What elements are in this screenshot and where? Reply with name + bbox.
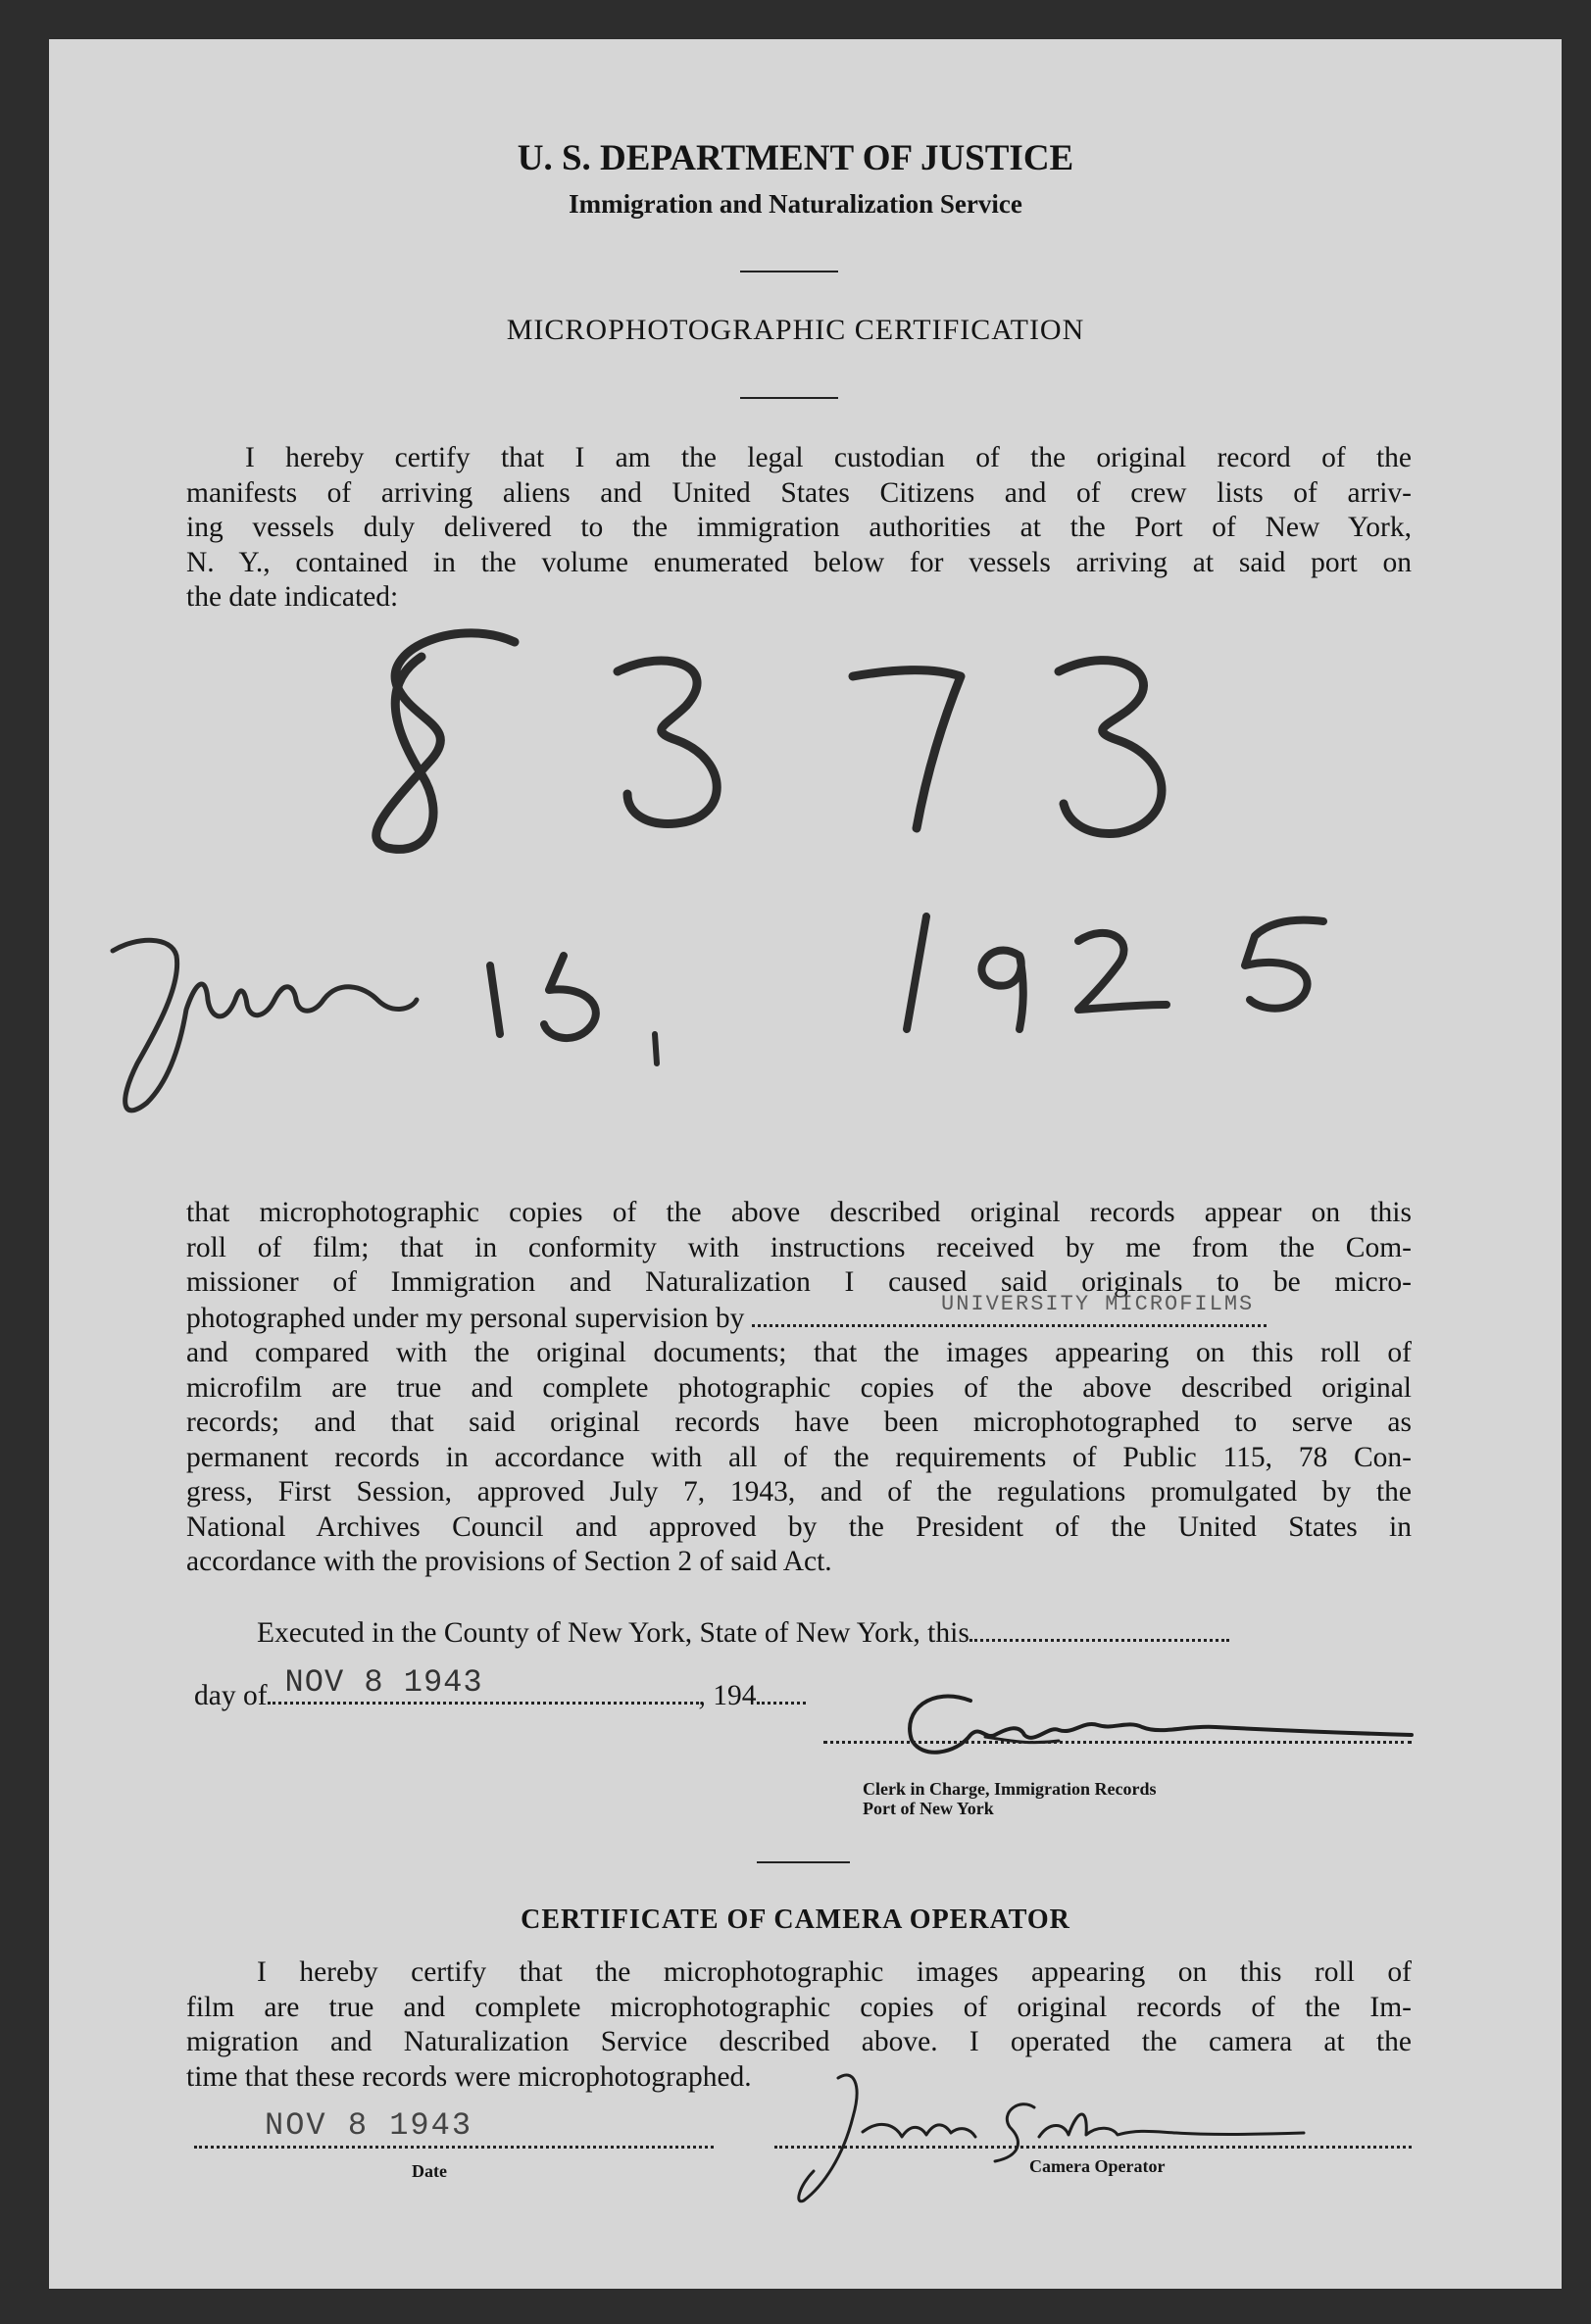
clerk-signature-line (823, 1740, 1412, 1744)
volume-number-handwriting (376, 633, 1162, 850)
paragraph-line: I hereby certify that I am the legal custodian of the original record of the (245, 442, 1412, 473)
photographed-by-line (186, 1291, 1412, 1337)
day-of-label: day of (194, 1680, 268, 1711)
document-title: MICROPHOTOGRAPHIC CERTIFICATION (506, 314, 1085, 346)
executed-blank (970, 1617, 1229, 1642)
paragraph-line: ing vessels duly delivered to the immigration authorities at the Port of New York, (186, 512, 1412, 543)
clerk-title (863, 1779, 1156, 1818)
paragraph-line: National Archives Council and approved by the President of the United States in (186, 1510, 1412, 1543)
year-prefix: , 194 (698, 1680, 757, 1711)
clerk-title-line: Port of New York (863, 1799, 994, 1818)
service-subheading: Immigration and Naturalization Service (569, 189, 1022, 219)
camera-operator-paragraph (186, 1955, 1412, 2095)
clerk-title-line: Clerk in Charge, Immigration Records (863, 1779, 1157, 1799)
department-heading: U. S. DEPARTMENT OF JUSTICE (517, 138, 1074, 178)
operator-signature-line (774, 2145, 1412, 2149)
execution-stamped-date: NOV 8 1943 (284, 1664, 483, 1701)
paragraph-line: microfilm are true and complete photographic copies of the above described original (186, 1371, 1412, 1404)
day-of-line (194, 1664, 806, 1712)
camera-operator-label: Camera Operator (1029, 2156, 1166, 2176)
date-handwriting (113, 916, 1323, 1111)
year-blank (757, 1680, 806, 1705)
date-signature-line (194, 2145, 714, 2149)
executed-text: Executed in the County of New York, State of New York, this (257, 1617, 970, 1649)
paragraph-line: and compared with the original documents; that the images appearing on this roll of (186, 1337, 1412, 1368)
paragraph-line: permanent records in accordance with all of the requirements of Public 115, 78 Con- (186, 1441, 1412, 1473)
camera-operator-title: CERTIFICATE OF CAMERA OPERATOR (521, 1904, 1070, 1935)
paragraph-line: that microphotographic copies of the above described original records appear on this (186, 1197, 1412, 1228)
paragraph-line: migration and Naturalization Service described above. I operated the camera at the (186, 2026, 1412, 2057)
paragraph-line: N. Y., contained in the volume enumerated below for vessels arriving at said port on (186, 546, 1412, 578)
paragraph-line: accordance with the provisions of Section 2 of said Act. (186, 1546, 832, 1577)
day-of-blank (268, 1664, 699, 1705)
photographed-by-prefix: photographed under my personal supervision by (186, 1302, 745, 1334)
photographed-by-stamp: UNIVERSITY MICROFILMS (941, 1291, 1255, 1316)
paragraph-line: manifests of arriving aliens and United States Citizens and of crew lists of arriv- (186, 476, 1412, 509)
paragraph-line: roll of film; that in conformity with instructions received by me from the Com- (186, 1231, 1412, 1263)
divider (757, 1861, 850, 1863)
attestation-paragraph (186, 1196, 1412, 1580)
date-label: Date (412, 2161, 447, 2181)
operator-stamped-date: NOV 8 1943 (265, 2107, 473, 2144)
paragraph-line: records; and that said original records have been microphotographed to serve as (186, 1407, 1412, 1438)
paragraph-line: film are true and complete microphotographic copies of original records of the Im- (186, 1991, 1412, 2023)
paragraph-line: time that these records were microphotographed. (186, 2060, 752, 2093)
paragraph-line: the date indicated: (186, 581, 399, 613)
paragraph-line: gress, First Session, approved July 7, 1943, and of the regulations promulgated by the (186, 1476, 1412, 1508)
clerk-signature (910, 1697, 1412, 1753)
executed-line (257, 1617, 1229, 1650)
paragraph-line: I hereby certify that the microphotographic images appearing on this roll of (257, 1956, 1412, 1988)
paragraph-line: missioner of Immigration and Naturalization I caused said originals to be micro- (186, 1266, 1412, 1298)
